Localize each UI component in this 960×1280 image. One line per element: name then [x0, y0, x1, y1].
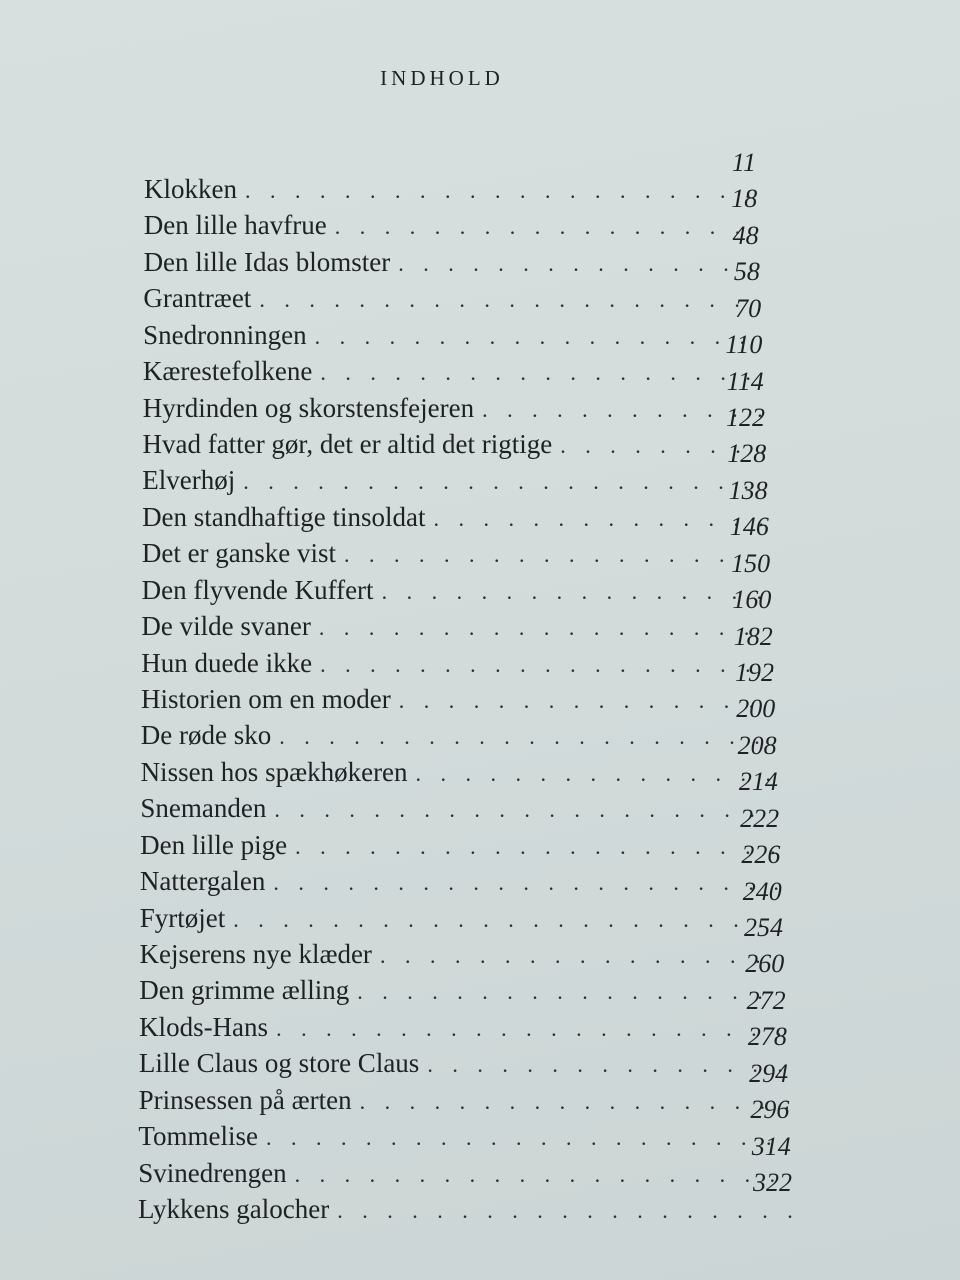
toc-entry-page-number: 70: [735, 293, 762, 323]
toc-entry-page-number: 146: [729, 512, 769, 542]
dot-leader: [258, 1123, 789, 1153]
toc-entry-page-number: 222: [740, 803, 780, 833]
toc-entry-page-number: 138: [728, 475, 768, 505]
toc-entry-title: Klods-Hans: [139, 1011, 269, 1042]
toc-entry-page-number: 58: [733, 257, 760, 287]
toc-entry-title: Kejserens nye klæder: [139, 939, 372, 969]
toc-entry-title: Historien om en moder: [141, 684, 391, 714]
toc-entry-title: Elverhøj: [142, 465, 236, 496]
toc-entry-page-number: 192: [735, 658, 774, 687]
toc-entry-title: Tommelise: [138, 1121, 259, 1152]
toc-entry-title: Hun duede ikke: [141, 647, 313, 678]
toc-entry-title: Hyrdinden og skorstensfejeren: [142, 392, 475, 423]
toc-entry-title: Den flyvende Kuffert: [141, 574, 374, 605]
toc-entry-title: Den lille pige: [140, 829, 288, 860]
toc-entry-title: Fyrtøjet: [139, 902, 226, 933]
toc-entry-title: Den grimme ælling: [139, 975, 350, 1006]
toc-entry-title: Prinsessen på ærten: [138, 1084, 352, 1115]
toc-entry-page-number: 160: [732, 585, 772, 615]
toc-entry-page-number: 150: [731, 548, 771, 578]
toc-entry-title: Snedronningen: [143, 319, 307, 350]
toc-entry-page-number: 226: [741, 840, 781, 870]
toc-entry-title: Den lille Idas blomster: [143, 246, 391, 277]
toc-entry-page-number: 272: [746, 985, 786, 1015]
toc-entry-page-number: 182: [733, 621, 773, 651]
toc-entry-title: Nattergalen: [139, 866, 266, 897]
toc-entry-page-number: 110: [725, 330, 763, 360]
toc-entry-page-number: 48: [732, 220, 759, 250]
toc-entry-title: Nissen hos spækhøkeren: [140, 756, 408, 787]
toc-entry-page-number: 296: [750, 1095, 790, 1125]
toc-entry-page-number: 314: [751, 1131, 791, 1161]
toc-entry: [144, 148, 756, 206]
toc-entry-title: De røde sko: [140, 720, 272, 751]
toc-entry-title: Klokken: [144, 174, 237, 204]
toc-entry-title: Grantræet: [143, 283, 252, 314]
toc-entry-page-number: 240: [742, 876, 782, 906]
toc-entry-title: Lille Claus og store Claus: [138, 1048, 420, 1079]
toc-entry-page-number: 200: [736, 694, 776, 724]
toc-entry-title: Det er ganske vist: [141, 538, 337, 569]
dot-leader: [225, 905, 782, 935]
toc-entry-page-number: 278: [747, 1022, 787, 1052]
toc-entry-title: Den lille havfrue: [143, 210, 327, 241]
toc-entry-title: De vilde svaner: [141, 611, 311, 642]
toc-entry-title: Kærestefolkene: [142, 356, 313, 387]
toc-entry-title: Hvad fatter gør, det er altid det rigtige: [142, 429, 553, 459]
toc-entry-page-number: 208: [737, 730, 777, 760]
toc-entry-page-number: 254: [744, 913, 783, 942]
toc-entry-page-number: 114: [726, 366, 764, 396]
toc-entry-title: Lykkens galocher: [138, 1194, 330, 1224]
toc-entry-title: Svinedrengen: [138, 1157, 287, 1188]
toc-entry-page-number: 260: [745, 949, 785, 979]
toc-entry-page-number: 322: [753, 1168, 792, 1197]
toc-entry-title: Den standhaftige tinsoldat: [142, 501, 426, 532]
toc-entry-page-number: 128: [727, 439, 767, 469]
toc-entry-page-number: 18: [731, 184, 758, 214]
toc-entry-page-number: 214: [738, 767, 778, 797]
toc-entry-page-number: 294: [749, 1058, 789, 1088]
toc-entry-page-number: 11: [731, 148, 756, 177]
dot-leader: [329, 1196, 792, 1226]
toc-entry-title: Snemanden: [140, 793, 267, 824]
toc-heading: INDHOLD: [380, 66, 504, 90]
toc-entry-page-number: 122: [726, 403, 765, 432]
